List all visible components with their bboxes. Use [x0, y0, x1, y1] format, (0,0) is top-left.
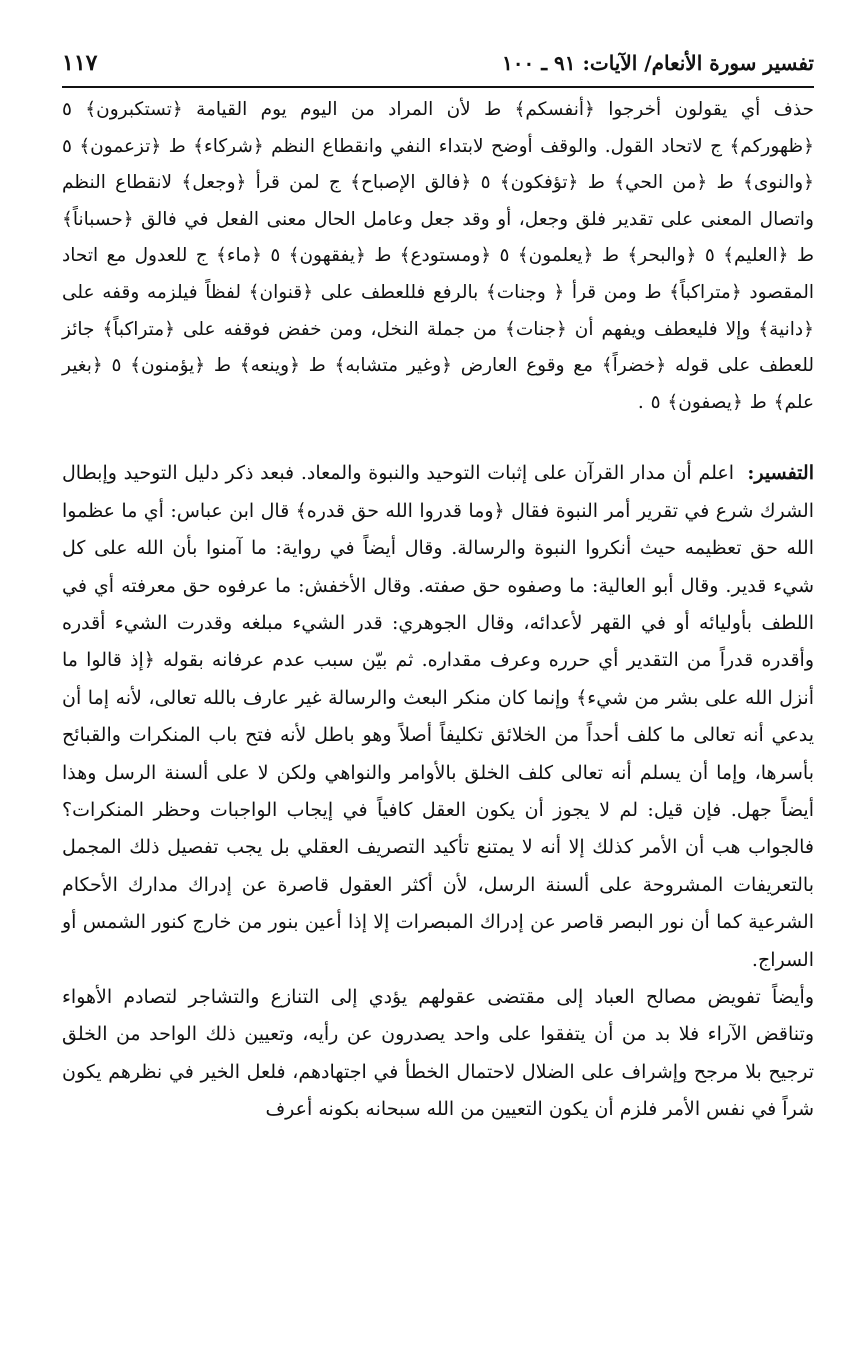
page-header	[62, 50, 814, 88]
tafsir-text-1: اعلم أن مدار القرآن على إثبات التوحيد والنبوة والمعاد. فبعد ذكر دليل التوحيد وإبطال الشرك شرع في تقرير أمر النبوة فقال ﴿وما قدروا الله حق قدره﴾ قال ابن عباس: أي ما عظموا الله حق تعظيمه حيث أنكروا النبوة والرسالة. وقال أيضاً في رواية: ما آمنوا بأن الله على كل شيء قدير. وقال أبو العالية: ما وصفوه حق صفته. وقال الأخفش: ما عرفوه حق معرفته أي في اللطف بأوليائه أو في القهر لأعدائه، وقال الجوهري: قدر الشيء مبلغه وقدرت الشيء أقدره وأقدره قدراً من التقدير أي حرره وعرف مقداره. ثم بيّن سبب عدم عرفانه بقوله ﴿إذ قالوا ما أنزل الله على بشر من شيء﴾ وإنما كان منكر البعث والرسالة غير عارف بالله تعالى، لأنه إما أن يدعي أنه تعالى ما كلف أحداً من الخلائق تكليفاً أصلاً وهو باطل لأنه فتح باب المنكرات والقبائح بأسرها، وإما أن يسلم أنه تعالى كلف الخلق بالأوامر والنواهي ولكن لا على ألسنة الرسل وهذا أيضاً جهل. فإن قيل: لم لا يجوز أن يكون العقل كافياً في إيجاب الواجبات وحظر المنكرات؟ فالجواب هب أن الأمر كذلك إلا أنه لا يمتنع تأكيد التصريف العقلي بل يجب تفصيل ذلك المجمل بالتعريفات المشروحة على ألسنة الرسل، لأن أكثر العقول قاصرة عن إدراك مدارك الأحكام الشرعية كما أن نور البصر قاصر عن إدراك المبصرات إلا إذا أعين بنور من خارج كنور الشمس أو السراج.	[62, 462, 814, 971]
tafsir-paragraph-2: وأيضاً تفويض مصالح العباد إلى مقتضى عقولهم يؤدي إلى التنازع والتشاجر لتصادم الأهواء وتناقض الآراء فلا بد من أن يتفقوا على واحد يصدرون عن رأيه، وتعيين ذلك الواحد من الخلق ترجيح بلا مرجح وإشراف على الضلال لاحتمال الخطأ في اجتهادهم، فلعل الخير في نظرهم يكون شراً في نفس الأمر فلزم أن يكون التعيين من الله سبحانه بكونه أعرف	[62, 986, 814, 1121]
page-number: ١١٧	[62, 50, 98, 76]
tafsir-section	[62, 455, 814, 1128]
book-page	[62, 50, 814, 1129]
waqf-text: حذف أي يقولون أخرجوا ﴿أنفسكم﴾ ط لأن المراد من اليوم يوم القيامة ﴿تستكبرون﴾ ٥ ﴿ظهوركم﴾ ج لاتحاد القول. والوقف أوضح لابتداء النفي وانقطاع النظم ﴿شركاء﴾ ط ﴿تزعمون﴾ ٥ ﴿والنوى﴾ ط ﴿من الحي﴾ ط ﴿تؤفكون﴾ ٥ ﴿فالق الإصباح﴾ ج لمن قرأ ﴿وجعل﴾ لانقطاع النظم واتصال المعنى على تقدير فلق وجعل، أو وقد جعل وعامل الحال معنى الفعل في فالق ﴿حسباناً﴾ ط ﴿العليم﴾ ٥ ﴿والبحر﴾ ط ﴿يعلمون﴾ ٥ ﴿ومستودع﴾ ط ﴿يفقهون﴾ ٥ ﴿ماء﴾ ج للعدول مع اتحاد المقصود ﴿متراكباً﴾ ط ومن قرأ ﴿ وجنات﴾ بالرفع فللعطف على ﴿قنوان﴾ لفظاً فيلزمه وقفه على ﴿دانية﴾ وإلا فليعطف ويفهم أن ﴿جنات﴾ من جملة النخل، ومن خفض فوقفه على ﴿متراكباً﴾ جائز للعطف على قوله ﴿خضراً﴾ مع وقوع العارض ﴿وغير متشابه﴾ ط ﴿وينعه﴾ ط ﴿يؤمنون﴾ ٥ ﴿بغير علم﴾ ط ﴿يصفون﴾ ٥ .	[62, 99, 814, 413]
tafsir-paragraph-1	[62, 455, 814, 979]
running-title: تفسير سورة الأنعام/ الآيات: ٩١ ـ ١٠٠	[502, 51, 814, 75]
waqf-section	[62, 92, 814, 421]
tafsir-label: التفسير:	[747, 462, 814, 485]
